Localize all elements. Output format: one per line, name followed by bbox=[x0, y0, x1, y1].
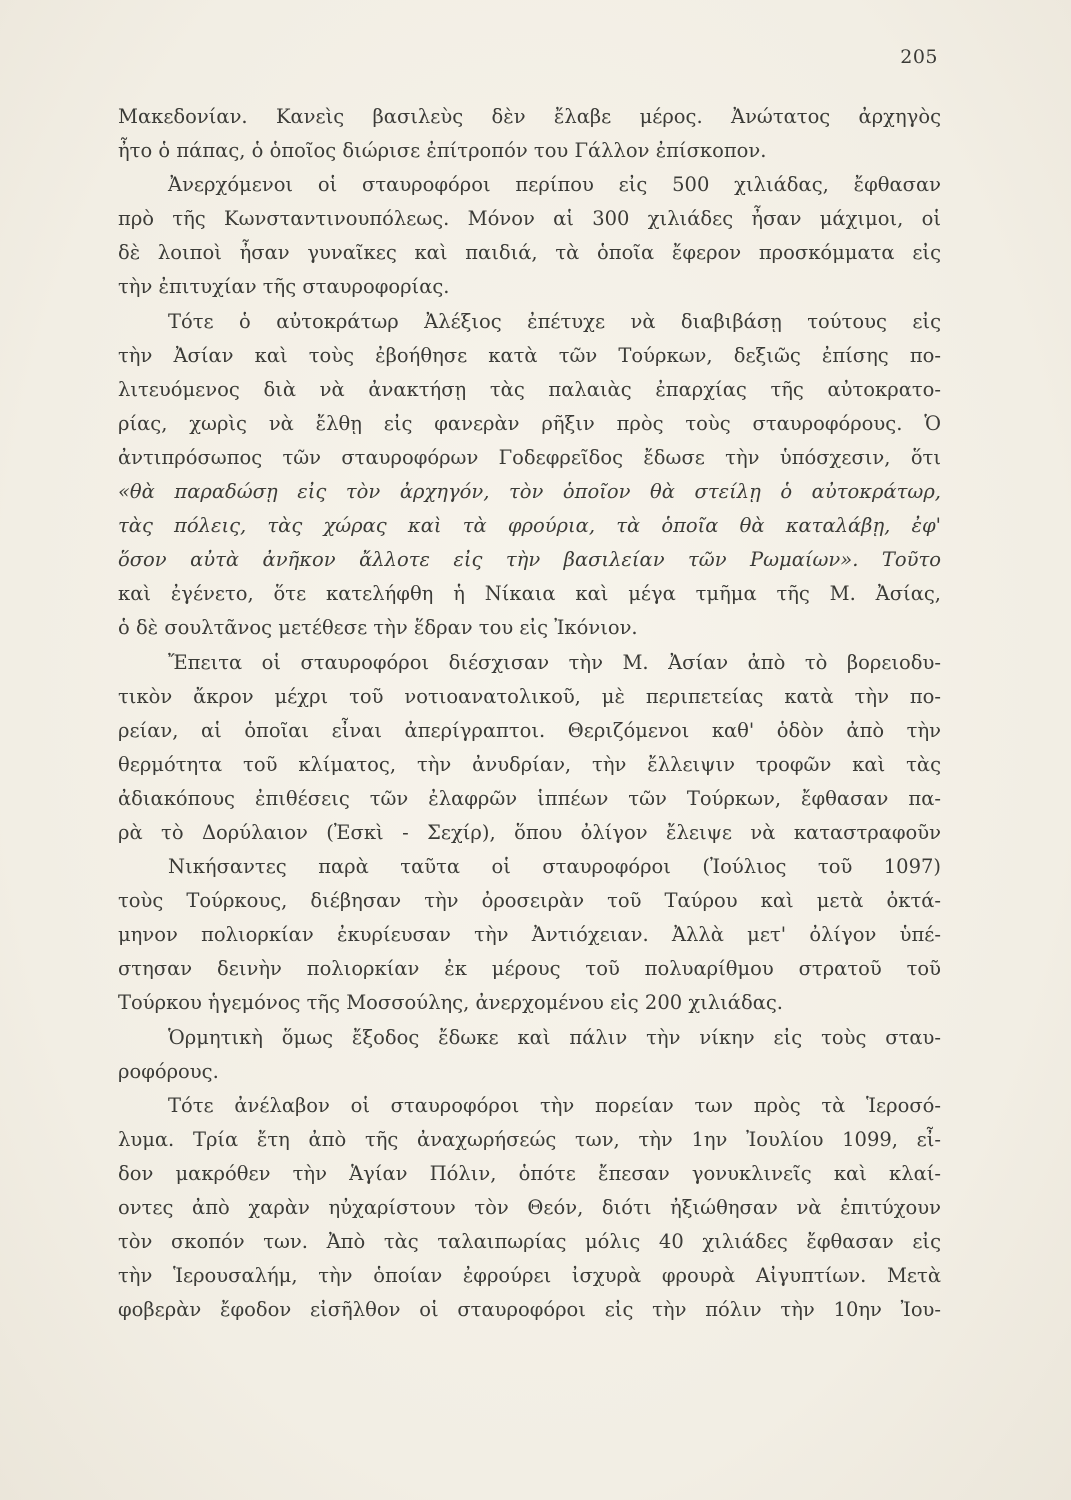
text-line: Ὁρμητικὴ ὅμως ἔξοδος ἔδωκε καὶ πάλιν τὴν νίκην εἰς τοὺς σταυ- bbox=[168, 1025, 941, 1049]
text-line: τοὺς Τούρκους, διέβησαν τὴν ὀροσειρὰν τοῦ Ταύρου καὶ μετὰ ὀκτά- bbox=[118, 889, 941, 913]
text-line: ἦτο ὁ πάπας, ὁ ὁποῖος διώρισε ἐπίτροπόν του Γάλλον ἐπίσκοπον. bbox=[118, 139, 767, 163]
text-line: λιτευόμενος διὰ νὰ ἀνακτήσῃ τὰς παλαιὰς ἐπαρχίας τῆς αὐτοκρατο- bbox=[118, 377, 941, 401]
text-line: ἀδιακόπους ἐπιθέσεις τῶν ἐλαφρῶν ἱππέων τῶν Τούρκων, ἔφθασαν πα- bbox=[118, 786, 941, 810]
text-line: Ἀνερχόμενοι οἱ σταυροφόροι περίπου εἰς 500 χιλιάδας, ἔφθασαν bbox=[168, 173, 941, 197]
text-line: λυμα. Τρία ἔτη ἀπὸ τῆς ἀναχωρήσεώς των, τὴν 1ην Ἰουλίου 1099, εἶ- bbox=[118, 1127, 941, 1151]
text-line: καὶ ἐγένετο, ὅτε κατελήφθη ἡ Νίκαια καὶ μέγα τμῆμα τῆς Μ. Ἀσίας, bbox=[118, 582, 941, 606]
text-line: ὅσον αὐτὰ ἀνῆκον ἄλλοτε εἰς τὴν βασιλείαν τῶν Ρωμαίων». Τοῦτο bbox=[118, 548, 941, 572]
text-line: Τότε ἀνέλαβον οἱ σταυροφόροι τὴν πορείαν των πρὸς τὰ Ἱεροσό- bbox=[168, 1093, 941, 1117]
text-line: πρὸ τῆς Κωνσταντινουπόλεως. Μόνον αἱ 300 χιλιάδες ἦσαν μάχιμοι, οἱ bbox=[118, 207, 941, 231]
text-line: στησαν δεινὴν πολιορκίαν ἐκ μέρους τοῦ πολυαρίθμου στρατοῦ τοῦ bbox=[118, 957, 941, 981]
page-number: 205 bbox=[900, 46, 938, 68]
text-line: τὴν Ἀσίαν καὶ τοὺς ἐβοήθησε κατὰ τῶν Τούρκων, δεξιῶς ἐπίσης πο- bbox=[118, 343, 941, 367]
text-line: Ἔπειτα οἱ σταυροφόροι διέσχισαν τὴν Μ. Ἀσίαν ἀπὸ τὸ βορειοδυ- bbox=[168, 650, 941, 674]
text-line: μηνον πολιορκίαν ἐκυρίευσαν τὴν Ἀντιόχειαν. Ἀλλὰ μετ' ὀλίγον ὑπέ- bbox=[118, 923, 941, 947]
text-line: Τότε ὁ αὐτοκράτωρ Ἀλέξιος ἐπέτυχε νὰ διαβιβάσῃ τούτους εἰς bbox=[168, 309, 941, 333]
text-line: τικὸν ἄκρον μέχρι τοῦ νοτιοανατολικοῦ, μὲ περιπετείας κατὰ τὴν πο- bbox=[118, 684, 941, 708]
text-line: ἀντιπρόσωπος τῶν σταυροφόρων Γοδεφρεῖδος ἔδωσε τὴν ὑπόσχεσιν, ὅτι bbox=[118, 445, 941, 469]
text-line: τὴν ἐπιτυχίαν τῆς σταυροφορίας. bbox=[118, 275, 450, 299]
text-line: Τούρκου ἡγεμόνος τῆς Μοσσούλης, ἀνερχομένου εἰς 200 χιλιάδας. bbox=[118, 991, 783, 1015]
text-line: ρὰ τὸ Δορύλαιον (Ἐσκὶ - Σεχίρ), ὅπου ὀλίγον ἔλειψε νὰ καταστραφοῦν bbox=[118, 820, 941, 844]
text-line: ροφόρους. bbox=[118, 1059, 219, 1083]
text-line: οντες ἀπὸ χαρὰν ηὐχαρίστουν τὸν Θεόν, διότι ἠξιώθησαν νὰ ἐπιτύχουν bbox=[118, 1196, 941, 1219]
text-line: ρίας, χωρὶς νὰ ἔλθῃ εἰς φανερὰν ρῆξιν πρὸς τοὺς σταυροφόρους. Ὁ bbox=[118, 411, 941, 435]
text-line: Νικήσαντες παρὰ ταῦτα οἱ σταυροφόροι (Ἰούλιος τοῦ 1097) bbox=[168, 855, 941, 879]
body-text bbox=[118, 100, 941, 1327]
text-line: φοβερὰν ἔφοδον εἰσῆλθον οἱ σταυροφόροι εἰς τὴν πόλιν τὴν 10ην Ἰου- bbox=[118, 1298, 941, 1322]
text-line: ρείαν, αἱ ὁποῖαι εἶναι ἀπερίγραπτοι. Θεριζόμενοι καθ' ὁδὸν ἀπὸ τὴν bbox=[118, 718, 941, 742]
text-line: τὰς πόλεις, τὰς χώρας καὶ τὰ φρούρια, τὰ ὁποῖα θὰ καταλάβῃ, ἐφ' bbox=[118, 514, 941, 538]
text-line: Μακεδονίαν. Κανεὶς βασιλεὺς δὲν ἔλαβε μέρος. Ἀνώτατος ἀρχηγὸς bbox=[118, 105, 941, 128]
text-line: «θὰ παραδώσῃ εἰς τὸν ἀρχηγόν, τὸν ὁποῖον θὰ στείλῃ ὁ αὐτοκράτωρ, bbox=[118, 480, 941, 504]
text-line: θερμότητα τοῦ κλίματος, τὴν ἀνυδρίαν, τὴν ἔλλειψιν τροφῶν καὶ τὰς bbox=[118, 752, 941, 776]
text-line: ὁ δὲ σουλτᾶνος μετέθεσε τὴν ἕδραν του εἰς Ἰκόνιον. bbox=[118, 616, 638, 640]
text-line: δον μακρόθεν τὴν Ἁγίαν Πόλιν, ὁπότε ἔπεσαν γονυκλινεῖς καὶ κλαί- bbox=[118, 1161, 941, 1185]
text-line: τὴν Ἱερουσαλήμ, τὴν ὁποίαν ἐφρούρει ἰσχυρὰ φρουρὰ Αἰγυπτίων. Μετὰ bbox=[118, 1264, 941, 1288]
text-line: δὲ λοιποὶ ἦσαν γυναῖκες καὶ παιδιά, τὰ ὁποῖα ἔφερον προσκόμματα εἰς bbox=[118, 241, 941, 265]
text-line: τὸν σκοπόν των. Ἀπὸ τὰς ταλαιπωρίας μόλις 40 χιλιάδες ἔφθασαν εἰς bbox=[118, 1230, 941, 1254]
